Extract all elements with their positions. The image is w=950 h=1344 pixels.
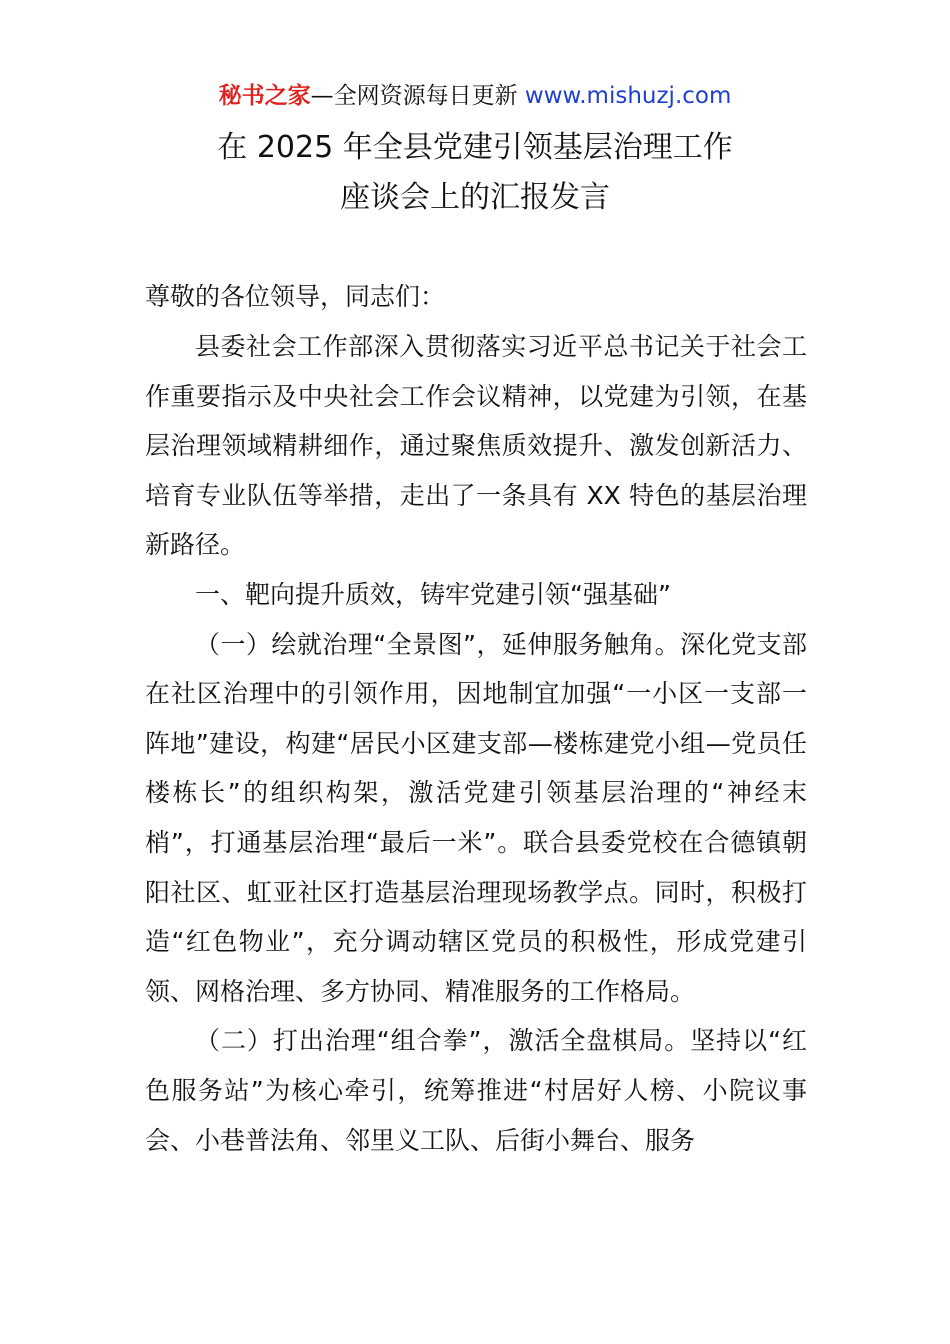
site-url-link[interactable]: www.mishuzj.com	[524, 83, 732, 109]
document-title-line-2: 座谈会上的汇报发言	[340, 180, 610, 215]
site-brand: 秘书之家	[218, 83, 311, 109]
site-header	[0, 80, 950, 112]
salutation: 尊敬的各位领导，同志们：	[145, 282, 446, 311]
document-title-line-1: 在 2025 年全县党建引领基层治理工作	[217, 130, 733, 165]
section-heading-1: 一、靶向提升质效，铸牢党建引领“强基础”	[195, 579, 671, 609]
document-body	[145, 322, 807, 1165]
site-tagline: —全网资源每日更新	[310, 83, 525, 109]
body-paragraph-intro: 县委社会工作部深入贯彻落实习近平总书记关于社会工作重要指示及中央社会工作会议精神，以党建为引领，在基层治理领域精耕细作，通过聚焦质效提升、激发创新活力、培育专业队伍等举措，走出了一条具有 XX 特色的基层治理新路径。	[145, 332, 807, 560]
body-paragraph-1: （一）绘就治理“全景图”，延伸服务触角。深化党支部在社区治理中的引领作用，因地制宜加强“一小区一支部一阵地”建设，构建“居民小区建支部—楼栋建党小组—党员任楼栋长”的组织构架，激活党建引领基层治理的“神经末梢”，打通基层治理“最后一米”。联合县委党校在合德镇朝阳社区、虹亚社区打造基层治理现场教学点。同时，积极打造“红色物业”，充分调动辖区党员的积极性，形成党建引领、网格治理、多方协同、精准服务的工作格局。	[145, 629, 807, 1006]
body-paragraph-2: （二）打出治理“组合拳”，激活全盘棋局。坚持以“红色服务站”为核心牵引，统筹推进“村居好人榜、小院议事会、小巷普法角、邻里义工队、后街小舞台、服务	[145, 1026, 807, 1155]
